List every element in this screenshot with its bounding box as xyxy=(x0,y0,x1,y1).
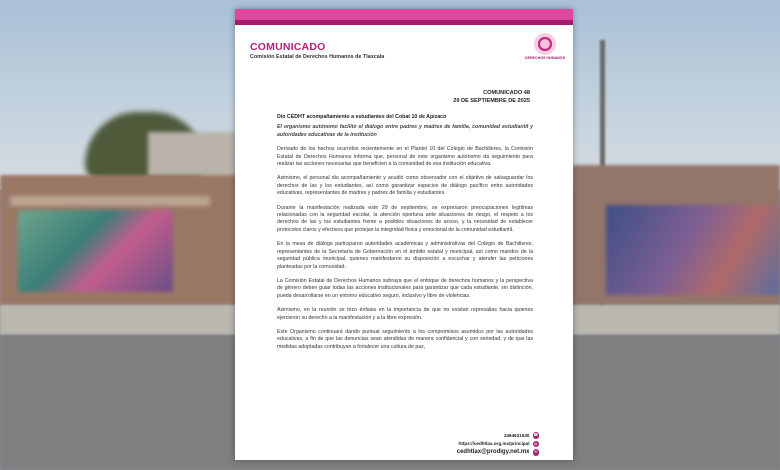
globe-icon: ◍ xyxy=(534,440,538,446)
article-title: Dio CEDHT acompañamiento a estudiantes del Cobat 10 de Apizaco xyxy=(277,114,447,120)
document-body xyxy=(277,114,533,358)
cedh-seal-icon xyxy=(534,33,556,55)
contact-phone[interactable]: 2464621630 xyxy=(503,432,530,438)
header-stripe-dark xyxy=(235,20,573,25)
document-heading: COMUNICADO xyxy=(250,41,326,53)
organization-logo xyxy=(525,33,565,71)
contact-website[interactable]: https://cedhtlax.org.mx/principal xyxy=(458,441,530,447)
mail-icon: ✉ xyxy=(534,449,538,454)
paragraph: Asimismo, en la reunión se hizo énfasis en la importancia de que no existan represalias hacia quienes ejercieron su derecho a la manifestación y a la libre expresión. xyxy=(277,307,533,321)
organization-name: Comisión Estatal de Derechos Humanos de Tlaxcala xyxy=(250,54,385,60)
logo-text: DERECHOS HUMANOS xyxy=(525,56,565,60)
paragraph: La Comisión Estatal de Derechos Humanos subraya que el enfoque de derechos humanos y la perspectiva de género deben guiar todas las acciones institucionales para garantizar que cada estudiante, sin distinción, pueda desarrollarse en un entorno educativo seguro, inclusivo y libre de violencias. xyxy=(277,277,533,299)
contact-email[interactable]: cedhtlax@prodigy.net.mx xyxy=(456,449,530,456)
press-release-document xyxy=(235,9,573,460)
paragraph: En la mesa de diálogo participaron autoridades académicas y administrativas del Colegio de Bachilleres, representantes de la Secretaría de Gobernación en el ámbito estatal y municipal, así como mandos de la seguridad pública municipal, quienes manifestaron su disposición a escuchar y atender las peticiones planteadas por la comunidad. xyxy=(277,241,533,270)
paragraph: Derivado de los hechos ocurridos recientemente en el Plantel 10 del Colegio de Bachilleres, la Comisión Estatal de Derechos Humanos informa que, personal de este organismo autónomo da seguimiento para realizar las acciones necesarias que beneficien a la comunidad de esa institución educativa. xyxy=(277,146,533,168)
phone-icon: ☎ xyxy=(533,432,539,437)
communique-number: COMUNICADO 48 xyxy=(483,90,530,96)
paragraph: Asimismo, el personal dio acompañamiento y acudió como observador con el objetivo de salvaguardar los derechos de las y los estudiantes, así como garantizar espacios de diálogo pacífico entre autoridades educativas, representantes de madres y padres de familia y estudiantes. xyxy=(277,175,533,197)
paragraph: Este Organismo continuará dando puntual seguimiento a los compromisos asumidos por las autoridades educativas, a fin de que las denuncias sean atendidas de manera confidencial y con seriedad, y de que las medidas adoptadas contribuyan a fortalecer una cultura de paz, xyxy=(277,328,533,350)
paragraph: Durante la manifestación realizada este 29 de septiembre, se expresaron preocupaciones legítimas relacionadas con la seguridad escolar, la atención oportuna ante situaciones de riesgo, el respeto a los derechos de las y los estudiantes frente a posibles situaciones de acoso, y la necesidad de establecer protocolos claros y efectivos que protejan la integridad física y emocional de la comunidad estudiantil. xyxy=(277,204,533,233)
communique-meta xyxy=(453,90,530,105)
article-lead: El organismo autónomo facilitó el diálogo entre padres y madres de familia, comunidad estudiantil y autoridades educativas de la institución xyxy=(277,124,533,138)
contact-info xyxy=(457,431,539,457)
communique-date: 29 DE SEPTIEMBRE DE 2025 xyxy=(453,97,530,104)
header-stripe xyxy=(235,9,573,20)
